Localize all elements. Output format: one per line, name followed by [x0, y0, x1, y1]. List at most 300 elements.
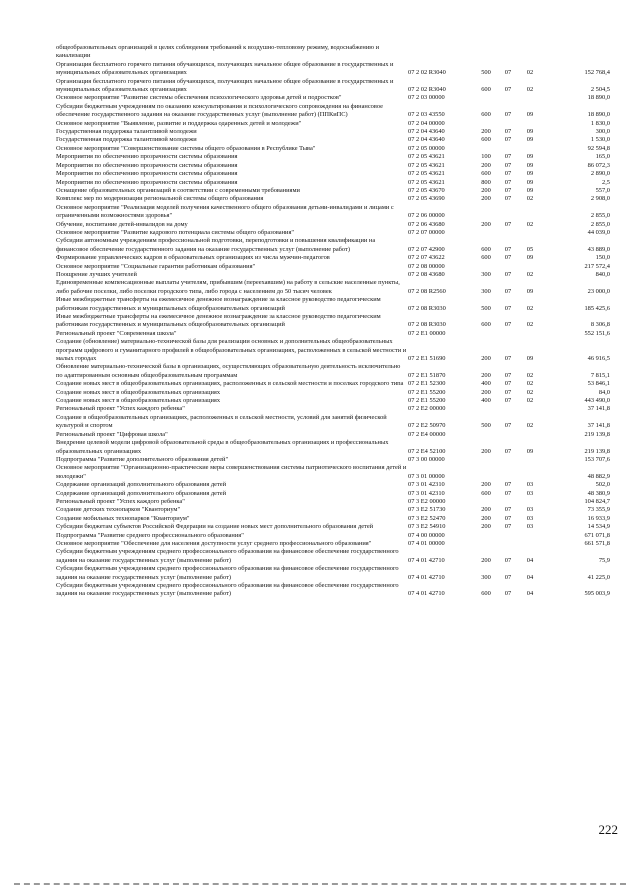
table-row	[56, 313, 610, 330]
row-code: 07 2 E1 51870	[408, 371, 446, 379]
row-name: Мероприятия по обеспечению прозрачности системы образования	[56, 170, 238, 178]
row-subsection: 04	[526, 573, 534, 581]
row-name: Содержание организаций дополнительного образования детей	[56, 481, 227, 489]
row-subsection	[518, 498, 542, 506]
row-name: Создание новых мест в общеобразовательных организациях, расположенных в сельской местности и поселках городского типа	[56, 380, 404, 388]
row-name: Основное мероприятие "Развитие системы обеспечения психологического здоровья детей и подростков"	[56, 94, 342, 102]
row-amount: 8 306,8	[590, 321, 610, 329]
row-subsection	[518, 330, 542, 338]
row-section	[498, 44, 518, 61]
row-section: 07	[504, 355, 512, 363]
row-code: 07 3 E2 51730	[408, 506, 446, 514]
row-section: 07	[504, 523, 512, 531]
row-section	[498, 145, 518, 153]
table-row	[56, 162, 610, 170]
row-name: Региональный проект "Современная школа"	[56, 329, 177, 337]
table-row	[56, 481, 610, 489]
row-expense-type: 200	[481, 186, 491, 194]
row-code: 07 3 01 42310	[408, 489, 445, 497]
row-amount: 150,0	[595, 254, 610, 262]
row-name: Создание детских технопарков "Кванториум"	[56, 506, 181, 514]
row-subsection	[518, 405, 542, 413]
row-expense-type: 200	[481, 506, 491, 514]
row-amount: 41 225,0	[587, 573, 610, 581]
row-code: 07 4 01 42710	[408, 573, 445, 581]
row-expense-type: 200	[481, 220, 491, 228]
row-section	[498, 464, 518, 481]
table-row	[56, 229, 610, 237]
row-expense-type	[474, 405, 498, 413]
row-amount: 840,0	[595, 270, 610, 278]
row-subsection: 09	[526, 170, 534, 178]
row-section	[498, 456, 518, 464]
row-amount: 48 380,9	[587, 489, 610, 497]
row-expense-type: 200	[481, 447, 491, 455]
row-subsection: 02	[526, 397, 534, 405]
table-row	[56, 187, 610, 195]
row-expense-type: 200	[481, 161, 491, 169]
row-amount: 219 139,8	[584, 447, 610, 455]
row-code: 07 2 03 00000	[408, 94, 445, 102]
row-code: 07 2 04 43640	[408, 136, 445, 144]
row-name: Иные межбюджетные трансферты на ежемесячное денежное вознаграждение за классное руководство педагогическим работникам государственных и муниципальных общеобразовательных организаций	[56, 296, 381, 312]
row-name: Государственная поддержка талантливой молодежи	[56, 128, 197, 136]
row-expense-type: 200	[481, 195, 491, 203]
table-row	[56, 338, 610, 363]
row-section: 07	[504, 128, 512, 136]
row-section: 07	[504, 254, 512, 262]
row-expense-type: 800	[481, 178, 491, 186]
row-code: 07 2 08 00000	[408, 262, 445, 270]
row-name: Подпрограмма "Развитие среднего профессионального образования"	[56, 531, 244, 539]
row-name: Субсидии бюджетным учреждениям по оказанию консультирования и психологического сопровождения на финансовое обеспечение государственного задания на оказание государственных услуг (выполнение работ) (ППКиПС)	[56, 102, 383, 119]
row-subsection: 09	[526, 111, 534, 119]
row-subsection: 02	[526, 388, 534, 396]
table-row	[56, 363, 610, 380]
row-subsection: 03	[526, 481, 534, 489]
row-subsection: 02	[526, 304, 534, 312]
row-code: 07 2 05 43621	[408, 153, 445, 161]
table-row	[56, 44, 610, 61]
row-amount: 7 815,1	[590, 371, 610, 379]
row-expense-type	[474, 456, 498, 464]
table-row	[56, 565, 610, 582]
row-name: общеобразовательных организаций в целях соблюдения требований к воздушно-тепловому режиму, водоснабжению и канализации	[56, 44, 380, 60]
row-code: 07 2 E1 55200	[408, 388, 446, 396]
row-name: Основное мероприятие "Совершенствование системы общего образования в Республике Тыва"	[56, 144, 316, 152]
row-section: 07	[504, 153, 512, 161]
row-section: 07	[504, 481, 512, 489]
table-row	[56, 582, 610, 599]
row-section	[498, 120, 518, 128]
row-subsection: 09	[526, 355, 534, 363]
row-name: Мероприятия по обеспечению прозрачности системы образования	[56, 178, 238, 186]
row-section: 07	[504, 506, 512, 514]
row-name: Создание мобильных технопарков "Кванториум"	[56, 514, 190, 522]
row-expense-type	[474, 204, 498, 221]
row-amount: 18 890,0	[587, 111, 610, 119]
row-section: 07	[504, 371, 512, 379]
row-section	[498, 431, 518, 439]
row-code: 07 4 01 00000	[408, 539, 445, 547]
row-amount: 2 855,0	[590, 220, 610, 228]
row-amount: 502,0	[595, 481, 610, 489]
row-subsection	[518, 145, 542, 153]
row-amount: 86 072,3	[587, 161, 610, 169]
row-expense-type: 500	[481, 304, 491, 312]
row-amount: 2 504,5	[590, 86, 610, 94]
row-code: 07 2 E2 00000	[408, 405, 446, 413]
table-row	[56, 103, 610, 120]
row-code: 07 2 04 43640	[408, 128, 445, 136]
row-section	[498, 204, 518, 221]
table-row	[56, 170, 610, 178]
row-amount: 152 768,4	[584, 69, 610, 77]
row-expense-type: 600	[481, 321, 491, 329]
row-name: Содержание организаций дополнительного образования детей	[56, 489, 227, 497]
row-expense-type: 500	[481, 69, 491, 77]
row-code: 07 2 05 00000	[408, 144, 445, 152]
row-name: Субсидии бюджетным учреждениям среднего профессионального образования на финансовое обеспечение государственного задания на оказание государственных услуг (выполнение работ)	[56, 565, 399, 581]
row-section: 07	[504, 422, 512, 430]
row-expense-type: 200	[481, 371, 491, 379]
row-amount: 2,5	[602, 178, 610, 186]
row-amount: 43 889,0	[587, 245, 610, 253]
row-name: Мероприятия по обеспечению прозрачности системы образования	[56, 161, 238, 169]
row-subsection: 02	[526, 195, 534, 203]
row-amount	[542, 44, 610, 61]
row-expense-type: 400	[481, 380, 491, 388]
row-subsection	[518, 540, 542, 548]
row-expense-type: 400	[481, 397, 491, 405]
row-section: 07	[504, 195, 512, 203]
row-subsection	[518, 120, 542, 128]
row-name: Поощрение лучших учителей	[56, 270, 137, 278]
row-section: 07	[504, 304, 512, 312]
table-row	[56, 237, 610, 254]
row-expense-type: 300	[481, 573, 491, 581]
row-subsection	[518, 44, 542, 61]
row-code: 07 2 05 43621	[408, 178, 445, 186]
row-section	[498, 330, 518, 338]
row-section: 07	[504, 69, 512, 77]
row-name: Организация бесплатного горячего питания обучающихся, получающих начальное общее образование в государственных и муниципальных образовательных организациях	[56, 60, 394, 77]
row-amount: 48 882,9	[587, 472, 610, 480]
row-name: Организация бесплатного горячего питания обучающихся, получающих начальное общее образование в государственных и муниципальных образовательных организациях	[56, 77, 394, 94]
row-expense-type: 600	[481, 136, 491, 144]
row-code: 07 2 E4 52100	[408, 447, 446, 455]
row-name: Основное мероприятие "Развитие кадрового потенциала системы общего образования"	[56, 228, 294, 236]
row-subsection: 02	[526, 270, 534, 278]
row-section	[498, 405, 518, 413]
table-row	[56, 405, 610, 413]
table-row	[56, 515, 610, 523]
row-subsection: 03	[526, 506, 534, 514]
row-name: Региональный проект "Успех каждого ребенка"	[56, 497, 185, 505]
row-section: 07	[504, 245, 512, 253]
row-subsection: 09	[526, 153, 534, 161]
row-name: Основное мероприятие "Организационно-практические меры совершенствования системы патриотического воспитания детей и молодежи"	[56, 464, 407, 480]
row-amount: 185 425,6	[584, 304, 610, 312]
table-row	[56, 78, 610, 95]
row-code: 07 2 E1 00000	[408, 329, 446, 337]
row-expense-type: 600	[481, 245, 491, 253]
row-subsection: 09	[526, 254, 534, 262]
row-section: 07	[504, 186, 512, 194]
row-name: Обновление материально-технической базы в организациях, осуществляющих образовательную деятельность исключительно по адаптированным основным общеобразовательным программам	[56, 363, 401, 379]
row-subsection	[518, 204, 542, 221]
row-name: Субсидии бюджетам субъектов Российской Федерации на создание новых мест дополнительного образования детей	[56, 523, 374, 531]
row-name: Формирование управленческих кадров в образовательных организациях из числа мужчин-педагогов	[56, 254, 330, 262]
row-code: 07 2 07 43622	[408, 254, 445, 262]
row-section: 07	[504, 388, 512, 396]
table-row	[56, 179, 610, 187]
table-row	[56, 490, 610, 498]
row-code: 07 2 E1 55200	[408, 397, 446, 405]
table-row	[56, 548, 610, 565]
row-amount: 14 534,9	[587, 523, 610, 531]
table-row	[56, 397, 610, 405]
row-amount: 661 571,8	[584, 539, 610, 547]
row-amount: 92 594,8	[587, 144, 610, 152]
row-code: 07 2 E4 00000	[408, 430, 446, 438]
row-code: 07 3 01 00000	[408, 472, 445, 480]
table-row	[56, 128, 610, 136]
table-row	[56, 389, 610, 397]
row-subsection: 05	[526, 245, 534, 253]
row-code: 07 3 E2 54910	[408, 523, 446, 531]
table-row	[56, 330, 610, 338]
row-subsection: 02	[526, 220, 534, 228]
row-subsection: 09	[526, 287, 534, 295]
table-row	[56, 296, 610, 313]
table-row	[56, 254, 610, 262]
row-code: 07 3 00 00000	[408, 455, 445, 463]
table-row	[56, 195, 610, 203]
row-subsection	[518, 456, 542, 464]
row-code: 07 2 02 R3040	[408, 69, 446, 77]
row-name: Основное мероприятие "Выявление, развитие и поддержка одаренных детей и молодежи"	[56, 119, 302, 127]
row-code: 07 2 06 43680	[408, 220, 445, 228]
row-code: 07 2 07 00000	[408, 228, 445, 236]
table-row	[56, 263, 610, 271]
row-section: 07	[504, 590, 512, 598]
row-name: Внедрение целевой модели цифровой образовательной среды в общеобразовательных организациях и профессиональных образовательных организациях	[56, 439, 389, 455]
table-row	[56, 380, 610, 388]
row-name: Основное мероприятие "Обеспечение для населения доступности услуг среднего профессионального образования"	[56, 539, 372, 547]
row-expense-type	[474, 44, 498, 61]
row-expense-type: 500	[481, 422, 491, 430]
row-section: 07	[504, 111, 512, 119]
row-code: 07 3 E2 00000	[408, 497, 446, 505]
row-amount: 1 530,0	[590, 136, 610, 144]
table-row	[56, 204, 610, 221]
row-expense-type: 600	[481, 489, 491, 497]
row-subsection: 09	[526, 178, 534, 186]
row-subsection: 04	[526, 556, 534, 564]
row-section	[498, 229, 518, 237]
row-amount: 300,0	[595, 128, 610, 136]
row-amount: 557,0	[595, 186, 610, 194]
row-amount: 552 151,6	[584, 329, 610, 337]
row-code: 07 2 E2 50970	[408, 422, 446, 430]
row-name: Иные межбюджетные трансферты на ежемесячное денежное вознаграждение за классное руководство педагогическим работникам государственных и муниципальных общеобразовательных организаций	[56, 313, 381, 329]
table-row	[56, 61, 610, 78]
row-section: 07	[504, 380, 512, 388]
row-subsection: 03	[526, 523, 534, 531]
table-row	[56, 523, 610, 531]
row-amount: 443 490,0	[584, 397, 610, 405]
row-expense-type: 600	[481, 111, 491, 119]
row-section: 07	[504, 489, 512, 497]
row-subsection: 02	[526, 380, 534, 388]
row-section: 07	[504, 86, 512, 94]
row-name: Субсидии бюджетным учреждениям среднего профессионального образования на финансовое обеспечение государственного задания на оказание государственных услуг (выполнение работ)	[56, 582, 399, 598]
table-row	[56, 498, 610, 506]
row-expense-type: 200	[481, 481, 491, 489]
row-code: 07 2 05 43621	[408, 161, 445, 169]
row-section: 07	[504, 220, 512, 228]
row-code: 07 2 08 R3030	[408, 304, 446, 312]
table-row	[56, 431, 610, 439]
row-code: 07 4 00 00000	[408, 531, 445, 539]
row-section	[498, 498, 518, 506]
row-expense-type: 300	[481, 270, 491, 278]
row-code: 07 4 01 42710	[408, 590, 445, 598]
row-section: 07	[504, 178, 512, 186]
table-row	[56, 136, 610, 144]
row-section	[498, 540, 518, 548]
row-section	[498, 94, 518, 102]
row-subsection	[518, 229, 542, 237]
row-expense-type: 600	[481, 590, 491, 598]
row-subsection	[518, 94, 542, 102]
row-subsection: 09	[526, 186, 534, 194]
table-row	[56, 439, 610, 456]
row-name: Создание в общеобразовательных организациях, расположенных в сельской местности, условий для занятий физической культурой и спортом	[56, 413, 387, 430]
row-amount: 16 933,9	[587, 514, 610, 522]
row-section: 07	[504, 170, 512, 178]
row-expense-type	[474, 145, 498, 153]
row-section	[498, 532, 518, 540]
row-section: 07	[504, 514, 512, 522]
row-expense-type: 200	[481, 128, 491, 136]
row-expense-type: 300	[481, 287, 491, 295]
row-section: 07	[504, 556, 512, 564]
row-expense-type: 100	[481, 153, 491, 161]
row-amount: 595 003,9	[584, 590, 610, 598]
row-code: 07 2 05 43690	[408, 195, 445, 203]
row-amount: 84,0	[598, 388, 610, 396]
row-name: Основное мероприятие "Реализация моделей получения качественного общего образования детьми-инвалидами и лицами с ограниченными возможностями здоровья"	[56, 203, 394, 220]
row-section: 07	[504, 136, 512, 144]
table-row	[56, 279, 610, 296]
row-amount: 37 141,8	[587, 405, 610, 413]
row-expense-type	[474, 431, 498, 439]
row-name: Субсидии бюджетным учреждениям среднего профессионального образования на финансовое обеспечение государственного задания на оказание государственных услуг (выполнение работ)	[56, 548, 399, 564]
table-row	[56, 464, 610, 481]
row-code: 07 2 04 00000	[408, 119, 445, 127]
row-code: 07 3 E2 52470	[408, 514, 446, 522]
row-amount: 153 707,6	[584, 455, 610, 463]
row-subsection: 02	[526, 86, 534, 94]
row-code: 07 2 03 43550	[408, 111, 445, 119]
row-subsection: 09	[526, 128, 534, 136]
row-name: Единовременные компенсационные выплаты учителям, прибывшим (переехавшим) на работу в сельские населенные пункты, либо рабочие поселки, либо поселки городского типа, либо города с населением до 50 тысяч человек	[56, 279, 400, 295]
row-name: Государственная поддержка талантливой молодежи	[56, 136, 197, 144]
row-section: 07	[504, 321, 512, 329]
row-code: 07 2 07 42900	[408, 245, 445, 253]
row-expense-type: 200	[481, 355, 491, 363]
row-subsection: 02	[526, 422, 534, 430]
table-row	[56, 94, 610, 102]
row-name: Создание (обновление) материально-технической базы для реализации основных и дополнительных общеобразовательных программ цифрового и гуманитарного профилей в общеобразовательных организациях, расположенных в сельской местности и малых городах	[56, 338, 407, 363]
row-section: 07	[504, 161, 512, 169]
row-section: 07	[504, 573, 512, 581]
row-section: 07	[504, 287, 512, 295]
row-subsection: 02	[526, 371, 534, 379]
row-code: 07 2 08 R2560	[408, 287, 446, 295]
row-subsection: 09	[526, 447, 534, 455]
row-amount: 1 830,0	[590, 119, 610, 127]
table-row	[56, 145, 610, 153]
row-subsection: 04	[526, 590, 534, 598]
table-row	[56, 506, 610, 514]
row-expense-type: 200	[481, 523, 491, 531]
table-row	[56, 540, 610, 548]
row-code: 07 4 01 42710	[408, 556, 445, 564]
row-code: 07 2 02 R3040	[408, 86, 446, 94]
page-number: 222	[598, 822, 618, 837]
row-name: Субсидии автономным учреждениям профессиональной подготовки, переподготовки и повышения квалификации на финансовое обеспечение государственного задания на оказание государственных услуг (выполнение работ)	[56, 237, 376, 253]
row-name: Комплекс мер по модернизации региональной системы общего образования	[56, 195, 264, 203]
row-expense-type: 200	[481, 556, 491, 564]
row-amount: 217 572,4	[584, 262, 610, 270]
row-name: Создание новых мест в общеобразовательных организациях	[56, 397, 221, 405]
row-subsection	[518, 532, 542, 540]
row-amount: 2 855,0	[590, 212, 610, 220]
row-code: 07 3 01 42310	[408, 481, 445, 489]
row-code: 07 2 05 43621	[408, 170, 445, 178]
row-amount: 75,9	[598, 556, 610, 564]
table-row	[56, 120, 610, 128]
table-row	[56, 414, 610, 431]
row-amount: 53 846,1	[587, 380, 610, 388]
row-code: 07 2 05 43670	[408, 186, 445, 194]
row-expense-type	[474, 532, 498, 540]
table-row	[56, 221, 610, 229]
row-section	[498, 263, 518, 271]
row-expense-type	[474, 120, 498, 128]
row-expense-type	[474, 94, 498, 102]
row-name: Мероприятия по обеспечению прозрачности системы образования	[56, 153, 238, 161]
row-subsection: 02	[526, 69, 534, 77]
row-amount: 18 890,0	[587, 94, 610, 102]
row-amount: 2 890,0	[590, 170, 610, 178]
row-subsection: 02	[526, 321, 534, 329]
row-code: 07 2 08 43680	[408, 270, 445, 278]
row-name: Основное мероприятие "Социальные гарантии работникам образования"	[56, 262, 256, 270]
table-row	[56, 456, 610, 464]
bottom-scan-edge	[14, 883, 626, 885]
row-amount: 37 141,8	[587, 422, 610, 430]
row-amount: 44 039,0	[587, 228, 610, 236]
row-amount: 671 071,8	[584, 531, 610, 539]
row-name: Создание новых мест в общеобразовательных организациях	[56, 388, 221, 396]
row-subsection	[518, 464, 542, 481]
row-expense-type: 200	[481, 514, 491, 522]
budget-table	[56, 44, 610, 599]
